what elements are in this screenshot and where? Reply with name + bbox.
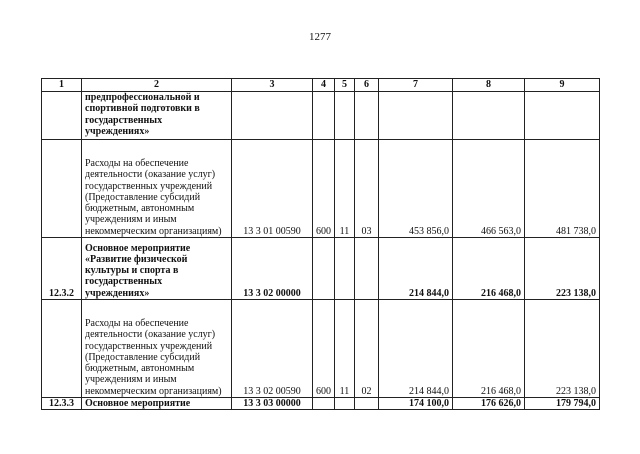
- page-number: 1277: [309, 31, 331, 43]
- row-value-7: [379, 92, 453, 140]
- row-name: Основное мероприятие «Развитие физической культуры и спорта в государственных учреждениях»: [82, 238, 232, 300]
- row-name: Основное мероприятие: [82, 398, 232, 410]
- row-code: 13 3 02 00000: [232, 238, 313, 300]
- row-col5: [335, 92, 355, 140]
- row-col5: 11: [335, 140, 355, 238]
- header-cell: 8: [453, 79, 525, 92]
- header-cell: 5: [335, 79, 355, 92]
- row-value-7: 174 100,0: [379, 398, 453, 410]
- header-cell: 9: [525, 79, 600, 92]
- row-col4: 600: [313, 300, 335, 398]
- table-row: [42, 300, 600, 398]
- table-row: [42, 140, 600, 238]
- row-code: [232, 92, 313, 140]
- header-cell: 1: [42, 79, 82, 92]
- header-cell: 3: [232, 79, 313, 92]
- row-col4: [313, 92, 335, 140]
- row-col6: [355, 92, 379, 140]
- row-number: 12.3.2: [42, 238, 82, 300]
- row-name: предпрофессиональной и спортивной подготовки в государственных учреждениях»: [82, 92, 232, 140]
- table-header-row: [42, 79, 600, 92]
- header-cell: 7: [379, 79, 453, 92]
- row-value-8: 216 468,0: [453, 238, 525, 300]
- header-cell: 6: [355, 79, 379, 92]
- row-col5: [335, 238, 355, 300]
- budget-table: [41, 78, 600, 410]
- row-value-9: 223 138,0: [525, 300, 600, 398]
- table-row: [42, 398, 600, 410]
- row-value-8: 216 468,0: [453, 300, 525, 398]
- row-col6: 03: [355, 140, 379, 238]
- row-code: 13 3 01 00590: [232, 140, 313, 238]
- row-col4: [313, 238, 335, 300]
- row-value-8: 176 626,0: [453, 398, 525, 410]
- row-value-9: 481 738,0: [525, 140, 600, 238]
- row-number: [42, 92, 82, 140]
- row-value-8: 466 563,0: [453, 140, 525, 238]
- row-value-7: 214 844,0: [379, 238, 453, 300]
- row-name: Расходы на обеспечение деятельности (оказание услуг) государственных учреждений (Предоставление субсидий бюджетным, автономным учреждениям и иным некоммерческим организациям): [82, 140, 232, 238]
- row-value-9: 223 138,0: [525, 238, 600, 300]
- row-number: [42, 140, 82, 238]
- row-value-7: 453 856,0: [379, 140, 453, 238]
- row-value-7: 214 844,0: [379, 300, 453, 398]
- row-col4: [313, 398, 335, 410]
- row-col6: [355, 238, 379, 300]
- row-number: [42, 300, 82, 398]
- table-row: [42, 92, 600, 140]
- header-cell: 4: [313, 79, 335, 92]
- table-row: [42, 238, 600, 300]
- row-col5: 11: [335, 300, 355, 398]
- row-code: 13 3 03 00000: [232, 398, 313, 410]
- row-col4: 600: [313, 140, 335, 238]
- row-name: Расходы на обеспечение деятельности (оказание услуг) государственных учреждений (Предоставление субсидий бюджетным, автономным учреждениям и иным некоммерческим организациям): [82, 300, 232, 398]
- row-col6: [355, 398, 379, 410]
- header-cell: 2: [82, 79, 232, 92]
- row-code: 13 3 02 00590: [232, 300, 313, 398]
- row-value-9: [525, 92, 600, 140]
- row-col6: 02: [355, 300, 379, 398]
- row-col5: [335, 398, 355, 410]
- row-number: 12.3.3: [42, 398, 82, 410]
- row-value-9: 179 794,0: [525, 398, 600, 410]
- row-value-8: [453, 92, 525, 140]
